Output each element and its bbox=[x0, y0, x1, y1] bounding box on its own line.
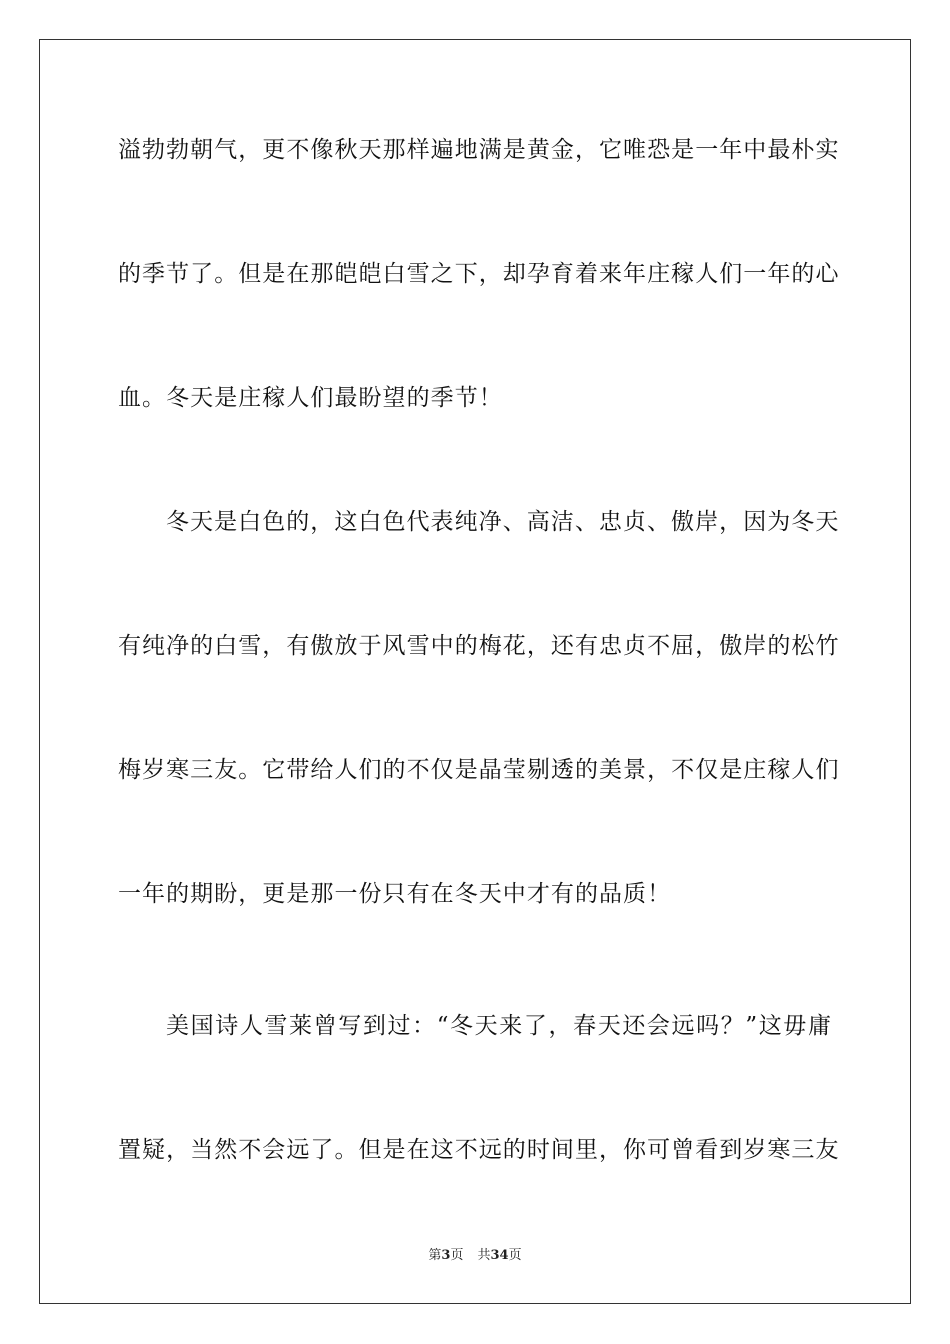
page-border bbox=[39, 39, 911, 1304]
total-prefix: 共 bbox=[477, 1248, 491, 1263]
body-line-2: 的季节了。但是在那皑皑白雪之下，却孕育着来年庄稼人们一年的心 bbox=[118, 261, 840, 287]
body-line-7: 一年的期盼，更是那一份只有在冬天中才有的品质！ bbox=[118, 881, 672, 907]
body-line-3: 血。冬天是庄稼人们最盼望的季节！ bbox=[118, 385, 503, 411]
total-suffix: 页 bbox=[508, 1248, 522, 1263]
body-line-6: 梅岁寒三友。它带给人们的不仅是晶莹剔透的美景，不仅是庄稼人们 bbox=[118, 757, 840, 783]
body-line-8: 美国诗人雪莱曾写到过：“冬天来了，春天还会远吗？”这毋庸 bbox=[166, 1013, 832, 1039]
body-line-9: 置疑，当然不会远了。但是在这不远的时间里，你可曾看到岁寒三友 bbox=[118, 1137, 840, 1163]
page-number: 3 bbox=[441, 1248, 451, 1263]
body-line-4: 冬天是白色的，这白色代表纯净、高洁、忠贞、傲岸，因为冬天 bbox=[166, 509, 840, 535]
page-suffix: 页 bbox=[450, 1248, 464, 1263]
page-footer bbox=[0, 1247, 950, 1265]
total-pages: 34 bbox=[490, 1248, 509, 1263]
page-prefix: 第 bbox=[428, 1248, 442, 1263]
body-line-5: 有纯净的白雪，有傲放于风雪中的梅花，还有忠贞不屈，傲岸的松竹 bbox=[118, 633, 840, 659]
body-line-1: 溢勃勃朝气，更不像秋天那样遍地满是黄金，它唯恐是一年中最朴实 bbox=[118, 137, 840, 163]
